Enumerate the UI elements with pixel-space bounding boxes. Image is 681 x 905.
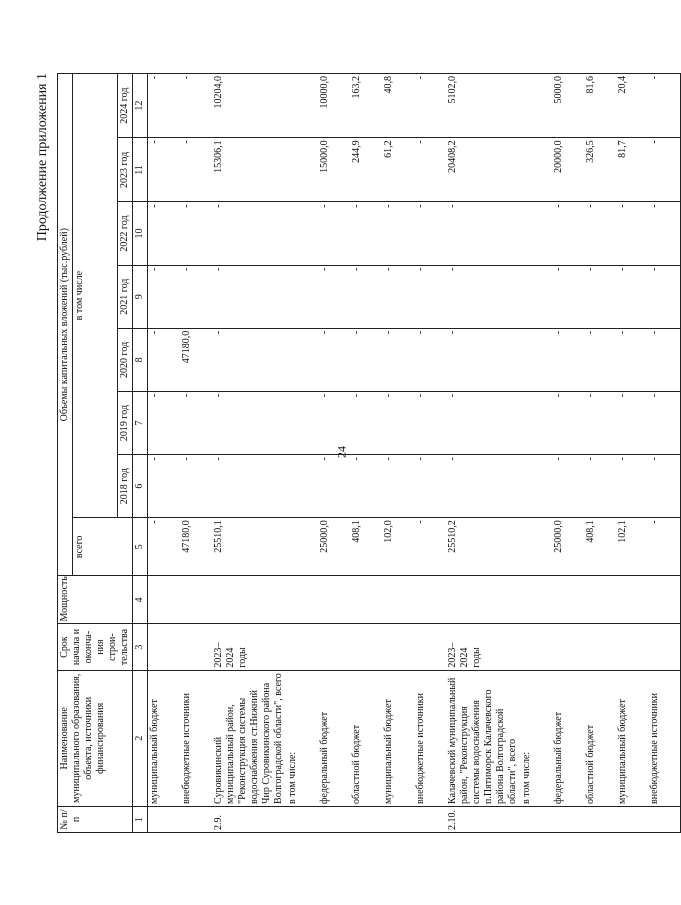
row-2021	[520, 265, 552, 328]
column-number: 2	[133, 670, 148, 806]
row-name: Калачевский муниципальный район, "Реконструкция системы водоснабжения п.Пятиморск Калачевского района Волгоградской области", всего	[446, 670, 520, 806]
row-total: -	[414, 517, 446, 575]
row-name: внебюджетные источники	[648, 670, 681, 806]
row-2023: -	[648, 137, 681, 201]
row-2019: -	[446, 391, 520, 454]
row-2021: -	[382, 265, 414, 328]
row-2020	[286, 328, 318, 391]
appendix-caption: Продолжение приложения 1	[35, 72, 50, 241]
header-year: 2022 год	[118, 201, 133, 264]
row-2021: -	[180, 265, 212, 328]
row-term	[286, 624, 318, 670]
row-name: муниципальный бюджет	[148, 670, 181, 806]
row-2019: -	[552, 391, 584, 454]
row-no	[286, 806, 318, 832]
row-name: внебюджетные источники	[180, 670, 212, 806]
row-2018: -	[382, 454, 414, 517]
row-2024: 5102,0	[446, 73, 520, 137]
header-year: 2019 год	[118, 391, 133, 454]
row-total	[520, 517, 552, 575]
row-no	[148, 806, 181, 832]
row-2024: -	[648, 73, 681, 137]
capital-investment-table	[57, 73, 681, 833]
header-total: всего	[73, 517, 133, 575]
row-2021	[286, 265, 318, 328]
row-2020: -	[414, 328, 446, 391]
row-2021: -	[148, 265, 181, 328]
row-2018: -	[180, 454, 212, 517]
row-2023: 81,7	[616, 137, 648, 201]
row-term	[648, 624, 681, 670]
row-2020	[520, 328, 552, 391]
row-2024	[520, 73, 552, 137]
row-2021: -	[446, 265, 520, 328]
row-2023: 61,2	[382, 137, 414, 201]
row-2023: 326,5	[584, 137, 616, 201]
row-2020: -	[446, 328, 520, 391]
row-2023	[520, 137, 552, 201]
table-row	[180, 73, 212, 832]
row-2021: -	[318, 265, 350, 328]
row-2024: 40,8	[382, 73, 414, 137]
row-2022	[286, 201, 318, 264]
column-number: 5	[133, 517, 148, 575]
row-power	[520, 575, 552, 623]
row-2023	[286, 137, 318, 201]
row-2024: -	[414, 73, 446, 137]
table-row	[520, 73, 552, 832]
row-2018: -	[414, 454, 446, 517]
header-power: Мощность	[58, 575, 133, 623]
table-row	[212, 73, 286, 832]
row-2023: 244,9	[350, 137, 382, 201]
row-name: федеральный бюджет	[318, 670, 350, 806]
header-including: в том числе	[73, 73, 118, 517]
row-2022: -	[212, 201, 286, 264]
row-2024: 5000,0	[552, 73, 584, 137]
row-term	[520, 624, 552, 670]
row-2023: 15306,1	[212, 137, 286, 201]
row-2020: -	[350, 328, 382, 391]
row-2019: -	[648, 391, 681, 454]
row-2020: -	[552, 328, 584, 391]
row-total: 408,1	[350, 517, 382, 575]
row-total: 25510,1	[212, 517, 286, 575]
header-year: 2018 год	[118, 454, 133, 517]
row-no	[382, 806, 414, 832]
row-name: внебюджетные источники	[414, 670, 446, 806]
row-2022: -	[552, 201, 584, 264]
row-2024: 10000,0	[318, 73, 350, 137]
row-2024: 10204,0	[212, 73, 286, 137]
row-term	[350, 624, 382, 670]
row-name: областной бюджет	[350, 670, 382, 806]
row-term	[584, 624, 616, 670]
row-2020: -	[382, 328, 414, 391]
table-row	[414, 73, 446, 832]
row-term	[382, 624, 414, 670]
row-2024: 163,2	[350, 73, 382, 137]
row-2018: -	[350, 454, 382, 517]
row-name: Суровикинский муниципальный район, "Реконструкция системы водоснабжения ст.Нижний Чир Суровикинского района Волгоградской области", всего	[212, 670, 286, 806]
column-number: 6	[133, 454, 148, 517]
row-total: 25000,0	[318, 517, 350, 575]
column-number-row	[133, 73, 148, 832]
header-year: 2024 год	[118, 73, 133, 137]
table-row	[318, 73, 350, 832]
row-total: 102,0	[382, 517, 414, 575]
row-2019: -	[350, 391, 382, 454]
column-number: 11	[133, 137, 148, 201]
row-2023: 20408,2	[446, 137, 520, 201]
row-2022: -	[446, 201, 520, 264]
table-row	[446, 73, 520, 832]
header-no: № п/п	[58, 806, 133, 832]
row-name: муниципальный бюджет	[382, 670, 414, 806]
row-2023: 15000,0	[318, 137, 350, 201]
row-2020: -	[148, 328, 181, 391]
row-power	[350, 575, 382, 623]
row-power	[446, 575, 520, 623]
row-power	[648, 575, 681, 623]
row-2022: -	[648, 201, 681, 264]
row-name: муниципальный бюджет	[616, 670, 648, 806]
row-2022: -	[318, 201, 350, 264]
row-2020: -	[584, 328, 616, 391]
row-term	[148, 624, 181, 670]
row-2023: -	[414, 137, 446, 201]
row-2021: -	[414, 265, 446, 328]
row-2022: -	[584, 201, 616, 264]
row-no	[616, 806, 648, 832]
column-number: 12	[133, 73, 148, 137]
row-2019: -	[318, 391, 350, 454]
row-2018	[520, 454, 552, 517]
row-2018	[286, 454, 318, 517]
row-power	[286, 575, 318, 623]
row-no	[350, 806, 382, 832]
table-row	[552, 73, 584, 832]
row-2022: -	[180, 201, 212, 264]
row-2020: -	[648, 328, 681, 391]
row-no	[180, 806, 212, 832]
row-2020: 47180,0	[180, 328, 212, 391]
table-row	[648, 73, 681, 832]
row-power	[212, 575, 286, 623]
table-row	[382, 73, 414, 832]
column-number: 10	[133, 201, 148, 264]
row-power	[148, 575, 181, 623]
row-no: 2.9.	[212, 806, 286, 832]
row-2020: -	[616, 328, 648, 391]
row-2023: -	[180, 137, 212, 201]
row-2024: -	[180, 73, 212, 137]
row-2021: -	[350, 265, 382, 328]
table-row	[286, 73, 318, 832]
table-row	[148, 73, 181, 832]
row-total: 25000,0	[552, 517, 584, 575]
row-2024: 81,6	[584, 73, 616, 137]
column-number: 8	[133, 328, 148, 391]
row-2018: -	[648, 454, 681, 517]
row-no	[584, 806, 616, 832]
row-total: 47180,0	[180, 517, 212, 575]
row-2018: -	[584, 454, 616, 517]
row-term	[616, 624, 648, 670]
column-number: 1	[133, 806, 148, 832]
header-name: Наименование муниципального образования, объекта, источники финансирования	[58, 670, 133, 806]
row-2018: -	[148, 454, 181, 517]
row-2021: -	[648, 265, 681, 328]
row-2024: 20,4	[616, 73, 648, 137]
header-year: 2023 год	[118, 137, 133, 201]
row-total: 408,1	[584, 517, 616, 575]
row-power	[552, 575, 584, 623]
row-2022: -	[616, 201, 648, 264]
row-2019: -	[616, 391, 648, 454]
row-2021: -	[552, 265, 584, 328]
row-2022: -	[414, 201, 446, 264]
row-2018: -	[552, 454, 584, 517]
row-total: -	[148, 517, 181, 575]
row-power	[584, 575, 616, 623]
row-name: областной бюджет	[584, 670, 616, 806]
row-power	[382, 575, 414, 623]
row-term	[414, 624, 446, 670]
row-2019	[520, 391, 552, 454]
row-2022	[520, 201, 552, 264]
row-name: в том числе:	[286, 670, 318, 806]
row-2018: -	[616, 454, 648, 517]
row-term	[318, 624, 350, 670]
row-power	[318, 575, 350, 623]
row-no	[414, 806, 446, 832]
row-2021: -	[616, 265, 648, 328]
row-2021: -	[212, 265, 286, 328]
row-2024	[286, 73, 318, 137]
row-no	[552, 806, 584, 832]
row-no	[318, 806, 350, 832]
row-2019: -	[212, 391, 286, 454]
row-2020: -	[318, 328, 350, 391]
row-total: 102,1	[616, 517, 648, 575]
page-number: 24	[334, 446, 349, 458]
row-2019: -	[584, 391, 616, 454]
row-2019: -	[382, 391, 414, 454]
row-2021: -	[584, 265, 616, 328]
row-total	[286, 517, 318, 575]
row-2020: -	[212, 328, 286, 391]
row-term	[552, 624, 584, 670]
row-2018: -	[446, 454, 520, 517]
row-name: в том числе:	[520, 670, 552, 806]
row-2019: -	[148, 391, 181, 454]
column-number: 4	[133, 575, 148, 623]
row-term	[180, 624, 212, 670]
row-name: федеральный бюджет	[552, 670, 584, 806]
rotated-page-content	[35, 72, 660, 833]
header-volumes: Объемы капитальных вложений (тыс.рублей)	[58, 73, 73, 575]
table-row	[616, 73, 648, 832]
row-total: -	[648, 517, 681, 575]
row-total: 25510,2	[446, 517, 520, 575]
row-2018: -	[212, 454, 286, 517]
row-2022: -	[148, 201, 181, 264]
row-2019: -	[180, 391, 212, 454]
row-2023: 20000,0	[552, 137, 584, 201]
header-year: 2020 год	[118, 328, 133, 391]
column-number: 9	[133, 265, 148, 328]
table-row	[584, 73, 616, 832]
row-power	[414, 575, 446, 623]
row-term: 2023–2024 годы	[446, 624, 520, 670]
row-no	[520, 806, 552, 832]
table-row	[350, 73, 382, 832]
header-year: 2021 год	[118, 265, 133, 328]
column-number: 7	[133, 391, 148, 454]
row-2024: -	[148, 73, 181, 137]
row-2018: -	[318, 454, 350, 517]
column-number: 3	[133, 624, 148, 670]
row-power	[180, 575, 212, 623]
row-2023: -	[148, 137, 181, 201]
row-2019	[286, 391, 318, 454]
row-2022: -	[350, 201, 382, 264]
row-2019: -	[414, 391, 446, 454]
row-term: 2023–2024 годы	[212, 624, 286, 670]
row-no: 2.10.	[446, 806, 520, 832]
row-2022: -	[382, 201, 414, 264]
row-power	[616, 575, 648, 623]
header-term: Срок начала и оконча-ния строи-тельства	[58, 624, 133, 670]
row-no	[648, 806, 681, 832]
